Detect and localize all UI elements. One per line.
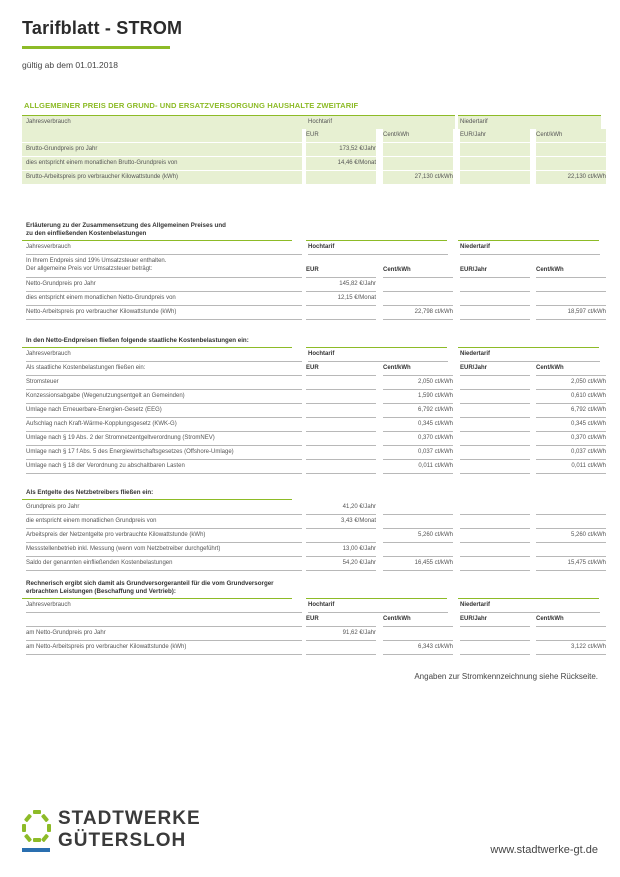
logo-mark-icon [22, 810, 52, 854]
table-header-row [22, 115, 599, 128]
block-title: Erläuterung zu der Zusammensetzung des Allgemeinen Preises und zu den einfließenden Kostenbelastungen [26, 222, 226, 237]
header-jahresverbrauch: Jahresverbrauch [22, 115, 306, 129]
block-title: Rechnerisch ergibt sich damit als Grundversorgeranteil für die vom Grundversorger erbrachten Leistungen (Beschaffung und Vertrieb): [26, 580, 274, 595]
table-header-row: Jahresverbrauch Hochtarif Niedertarif [22, 348, 599, 361]
table-row: am Netto-Grundpreis pro Jahr 91,62 €/Jahr [22, 627, 599, 640]
table-row: dies entspricht einem monatlichen Netto-Grundpreis von 12,15 €/Monat [22, 292, 599, 305]
title-underline [22, 46, 170, 49]
block-title: In den Netto-Endpreisen fließen folgende staatliche Kostenbelastungen ein: [26, 337, 249, 344]
table-row: Brutto-Grundpreis pro Jahr 173,52 €/Jahr [22, 143, 599, 156]
logo-text-guetersloh: GÜTERSLOH [58, 830, 187, 851]
table-subheader-row: Als staatliche Kostenbelastungen fließen ein: EUR Cent/kWh EUR/Jahr Cent/kWh [22, 362, 599, 375]
table-row: die entspricht einem monatlichen Grundpreis von 3,43 €/Monat [22, 515, 599, 528]
stadtwerke-logo [22, 808, 202, 854]
table-row: Grundpreis pro Jahr 41,20 €/Jahr [22, 501, 599, 514]
table-subheader-row: In Ihrem Endpreis sind 19% Umsatzsteuer enthalten. Der allgemeine Preis vor Umsatzsteuer beträgt: EUR Cent/kWh EUR/Jahr Cent/kWh [22, 257, 599, 277]
footnote-labeling: Angaben zur Stromkennzeichnung siehe Rückseite. [414, 672, 598, 681]
table-subheader-row: EUR Cent/kWh EUR/Jahr Cent/kWh [22, 613, 599, 626]
website-url: www.stadtwerke-gt.de [490, 844, 598, 856]
table-row: Umlage nach § 17 f Abs. 5 des Energiewirtschaftsgesetzes (Offshore-Umlage) 0,037 ct/kWh 0,037 ct/kWh [22, 446, 599, 459]
header-cent-kwh-n: Cent/kWh [536, 129, 606, 142]
table-row: Messstellenbetrieb inkl. Messung (wenn vom Netzbetreiber durchgeführt) 13,00 €/Jahr [22, 543, 599, 556]
table-row: Konzessionsabgabe (Wegenutzungsentgelt an Gemeinden) 1,590 ct/kWh 0,610 ct/kWh [22, 390, 599, 403]
section-title: ALLGEMEINER PREIS DER GRUND- UND ERSATZVERSORGUNG HAUSHALTE ZWEITARIF [24, 101, 359, 110]
table-row: am Netto-Arbeitspreis pro verbraucher Kilowattstunde (kWh) 6,343 ct/kWh 3,122 ct/kWh [22, 641, 599, 654]
table-header-row: Jahresverbrauch Hochtarif Niedertarif [22, 599, 599, 612]
table-row: Stromsteuer 2,050 ct/kWh 2,050 ct/kWh [22, 376, 599, 389]
table-row: Arbeitspreis der Netzentgelte pro verbrauchte Kilowattstunde (kWh) 5,260 ct/kWh 5,260 ct/kWh [22, 529, 599, 542]
table-row: Umlage nach § 19 Abs. 2 der Stromnetzentgeltverordnung (StromNEV) 0,370 ct/kWh 0,370 ct/kWh [22, 432, 599, 445]
table-header-row: Jahresverbrauch Hochtarif Niedertarif [22, 241, 599, 254]
table-subheader-row [22, 129, 599, 142]
table-row: Aufschlag nach Kraft-Wärme-Kopplungsgesetz (KWK-G) 0,345 ct/kWh 0,345 ct/kWh [22, 418, 599, 431]
table-row: Umlage nach § 18 der Verordnung zu abschaltbaren Lasten 0,011 ct/kWh 0,011 ct/kWh [22, 460, 599, 473]
table-row: Saldo der genannten einfließenden Kostenbelastungen 54,20 €/Jahr 16,455 ct/kWh 15,475 ct/kWh [22, 557, 599, 570]
table-row: Netto-Arbeitspreis pro verbraucher Kilowattstunde (kWh) 22,798 ct/kWh 18,597 ct/kWh [22, 306, 599, 319]
table-row: Brutto-Arbeitspreis pro verbraucher Kilowattstunde (kWh) 27,130 ct/kWh 22,130 ct/kWh [22, 171, 599, 184]
header-niedertarif: Niedertarif [458, 115, 601, 129]
valid-from-text: gültig ab dem 01.01.2018 [22, 60, 118, 70]
table-row: Umlage nach Erneuerbare-Energien-Gesetz (EEG) 6,792 ct/kWh 6,792 ct/kWh [22, 404, 599, 417]
table-row: Netto-Grundpreis pro Jahr 145,82 €/Jahr [22, 278, 599, 291]
table-row: dies entspricht einem monatlichen Brutto-Grundpreis von 14,46 €/Monat [22, 157, 599, 170]
header-eur-jahr: EUR/Jahr [460, 129, 530, 142]
header-hochtarif: Hochtarif [306, 115, 455, 129]
header-cent-kwh-h: Cent/kWh [383, 129, 453, 142]
header-eur: EUR [306, 129, 376, 142]
block-title: Als Entgelte des Netzbetreibers fließen ein: [26, 489, 154, 496]
page-title: Tarifblatt - STROM [22, 18, 183, 38]
logo-text-stadtwerke: STADTWERKE [58, 808, 201, 829]
